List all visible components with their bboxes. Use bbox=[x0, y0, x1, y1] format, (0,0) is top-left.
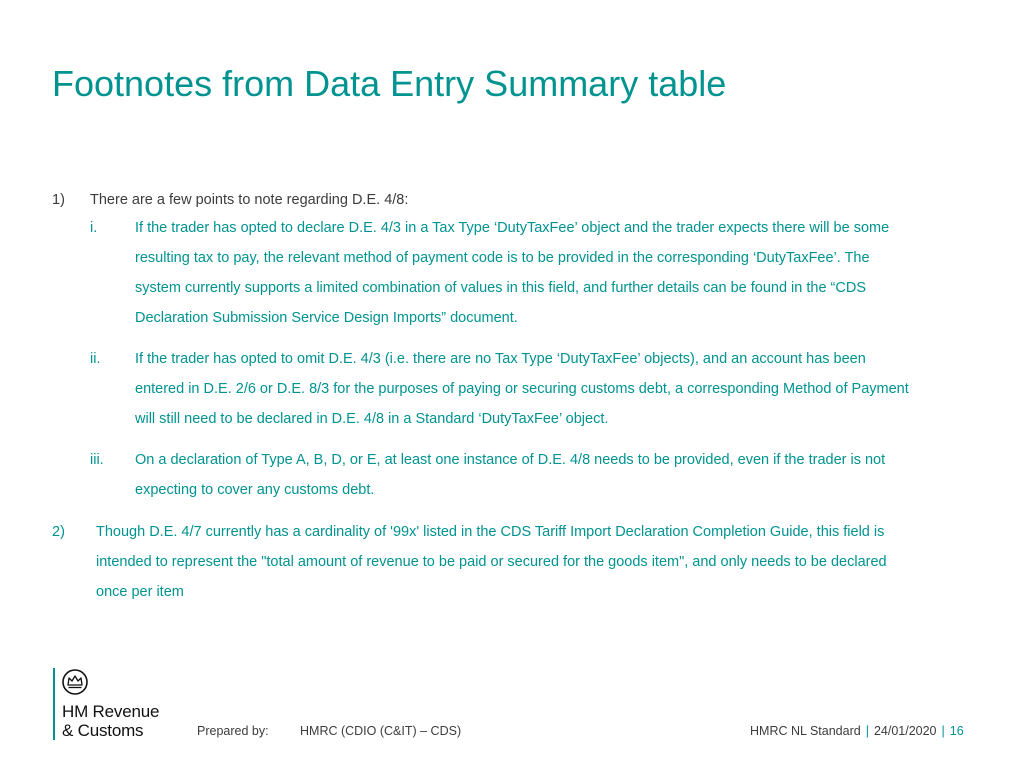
subitem-text bbox=[135, 445, 885, 505]
footer-classification: HMRC NL Standard bbox=[750, 724, 861, 738]
text-line: If the trader has opted to omit D.E. 4/3 (i.e. there are no Tax Type ‘DutyTaxFee’ objects), and an account has been bbox=[135, 351, 866, 367]
footer-separator: | bbox=[941, 724, 945, 738]
logo-line: HM Revenue bbox=[62, 702, 160, 721]
subitem-number: i. bbox=[90, 220, 98, 236]
text-line: intended to represent the "total amount of revenue to be paid or secured for the goods item", and only needs to be declared bbox=[96, 554, 887, 570]
text-line: resulting tax to pay, the relevant method of payment code is to be provided in the corresponding ‘DutyTaxFee’. The bbox=[135, 250, 870, 266]
subitem-number: ii. bbox=[90, 351, 101, 367]
crown-crest-icon bbox=[62, 669, 88, 695]
text-line: Declaration Submission Service Design Imports” document. bbox=[135, 310, 518, 326]
footer-date: 24/01/2020 bbox=[873, 724, 937, 738]
subitem-text bbox=[135, 344, 909, 434]
footer-prepared-value: HMRC (CDIO (C&IT) – CDS) bbox=[300, 724, 462, 738]
logo-line: & Customs bbox=[62, 721, 144, 740]
text-line: entered in D.E. 2/6 or D.E. 8/3 for the purposes of paying or securing customs debt, a corresponding Method of Payment bbox=[135, 381, 909, 397]
footer-separator: | bbox=[865, 724, 869, 738]
text-line: system currently supports a limited combination of values in this field, and further details can be found in the “CDS bbox=[135, 280, 867, 296]
footer-meta bbox=[750, 724, 964, 738]
text-line: On a declaration of Type A, B, D, or E, at least one instance of D.E. 4/8 needs to be provided, even if the trader is not bbox=[135, 452, 886, 468]
subitem-number: iii. bbox=[90, 452, 104, 468]
item-number: 2) bbox=[52, 524, 65, 540]
text-line: once per item bbox=[96, 584, 184, 600]
hmrc-logo-text bbox=[62, 702, 159, 740]
text-line: expecting to cover any customs debt. bbox=[135, 482, 375, 498]
text-line: Though D.E. 4/7 currently has a cardinality of '99x' listed in the CDS Tariff Import Declaration Completion Guide, this field is bbox=[96, 524, 885, 540]
logo-bar bbox=[53, 668, 55, 740]
footer-prepared-label: Prepared by: bbox=[197, 724, 269, 738]
page-number: 16 bbox=[949, 724, 964, 738]
slide-title: Footnotes from Data Entry Summary table bbox=[52, 63, 727, 104]
text-line: If the trader has opted to declare D.E. 4/3 in a Tax Type ‘DutyTaxFee’ object and the trader expects there will be some bbox=[135, 220, 890, 236]
item-text bbox=[96, 517, 887, 607]
subitem-text bbox=[135, 213, 889, 333]
text-line: will still need to be declared in D.E. 4/8 in a Standard ‘DutyTaxFee’ object. bbox=[135, 411, 609, 427]
item-text: There are a few points to note regarding D.E. 4/8: bbox=[90, 192, 409, 208]
item-number: 1) bbox=[52, 192, 65, 208]
